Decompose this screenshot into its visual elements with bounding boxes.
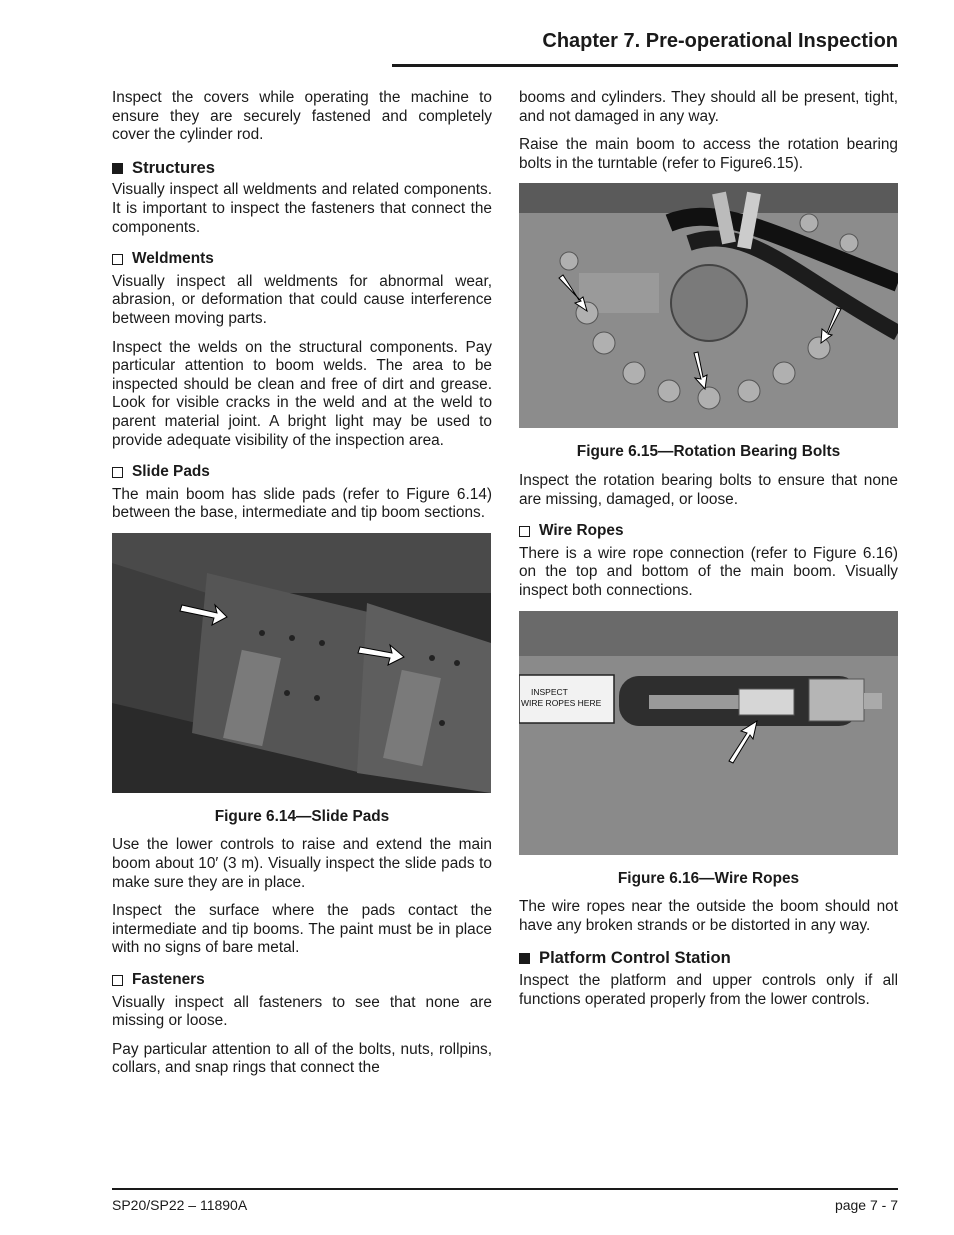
continuation-paragraph: booms and cylinders. They should all be present, tight, and not damaged in any way. <box>519 89 898 125</box>
figure-6-16-caption: Figure 6.16—Wire Ropes <box>617 869 800 887</box>
structures-heading: Structures <box>112 159 492 178</box>
left-column <box>112 89 492 1088</box>
wire-ropes-heading: Wire Ropes <box>519 522 898 541</box>
square-bullet-icon <box>112 163 123 174</box>
raise-boom-paragraph: Raise the main boom to access the rotation bearing bolts in the turntable (refer to Figure6.15). <box>519 136 898 172</box>
sign-line-2: WIRE ROPES HERE <box>521 697 602 708</box>
footer-rule <box>112 1188 898 1190</box>
figure-6-16-wire-ropes-photo <box>519 611 898 855</box>
checkbox-bullet-icon <box>112 254 123 265</box>
footer-page-number: page 7 - 7 <box>834 1197 898 1213</box>
checkbox-bullet-icon <box>112 975 123 986</box>
header-rule <box>392 64 898 67</box>
figure-6-14-slide-pads-photo <box>112 533 491 793</box>
structures-paragraph: Visually inspect all weldments and related components. It is important to inspect the fasteners that connect the components. <box>112 181 492 236</box>
figure-6-14-caption: Figure 6.14—Slide Pads <box>214 807 390 825</box>
right-column <box>519 89 898 1019</box>
rotation-bolts-paragraph: Inspect the rotation bearing bolts to ensure that none are missing, damaged, or loose. <box>519 471 898 508</box>
checkbox-bullet-icon <box>519 526 530 537</box>
slide-pads-paragraph-3: Inspect the surface where the pads contact the intermediate and tip booms. The paint must be in place with no signs of bare metal. <box>112 902 492 957</box>
slide-pads-paragraph-1: The main boom has slide pads (refer to Figure 6.14) between the base, intermediate and tip boom sections. <box>112 485 492 522</box>
fasteners-paragraph-1: Visually inspect all fasteners to see that none are missing or loose. <box>112 993 492 1030</box>
slide-pads-paragraph-2: Use the lower controls to raise and extend the main boom about 10′ (3 m). Visually inspect the slide pads to make sure they are in place. <box>112 836 492 891</box>
weldments-paragraph-1: Visually inspect all weldments for abnormal wear, abrasion, or deformation that could cause interference between moving parts. <box>112 272 492 327</box>
chapter-title: Chapter 7. Pre-operational Inspection <box>542 30 898 52</box>
figure-6-15-caption: Figure 6.15—Rotation Bearing Bolts <box>576 443 841 461</box>
wire-ropes-paragraph-1: There is a wire rope connection (refer to Figure 6.16) on the top and bottom of the main boom. Visually inspect both connections. <box>519 544 898 599</box>
platform-control-paragraph: Inspect the platform and upper controls only if all functions operated properly from the lower controls. <box>519 971 898 1008</box>
sign-line-1: INSPECT <box>531 686 568 697</box>
square-bullet-icon <box>519 953 530 964</box>
wire-ropes-paragraph-2: The wire ropes near the outside the boom should not have any broken strands or be distorted in any way. <box>519 898 898 934</box>
weldments-heading: Weldments <box>112 250 492 269</box>
fasteners-paragraph-2: Pay particular attention to all of the bolts, nuts, rollpins, collars, and snap rings that connect the <box>112 1040 492 1077</box>
intro-paragraph: Inspect the covers while operating the machine to ensure they are securely fastened and completely cover the cylinder rod. <box>112 89 492 144</box>
footer-model: SP20/SP22 – 11890A <box>112 1197 248 1213</box>
slide-pads-heading: Slide Pads <box>112 463 492 482</box>
fasteners-heading: Fasteners <box>112 971 492 990</box>
platform-control-station-heading: Platform Control Station <box>519 949 898 968</box>
figure-6-15-rotation-bearing-bolts-photo <box>519 183 898 428</box>
checkbox-bullet-icon <box>112 467 123 478</box>
weldments-paragraph-2: Inspect the welds on the structural components. Pay particular attention to boom welds. The area to be inspected should be clean and free of dirt and grease. Look for visible cracks in the weld and at the weld to parent material joint. A bright light may be used to provide adequate visibility of the inspection area. <box>112 338 492 449</box>
